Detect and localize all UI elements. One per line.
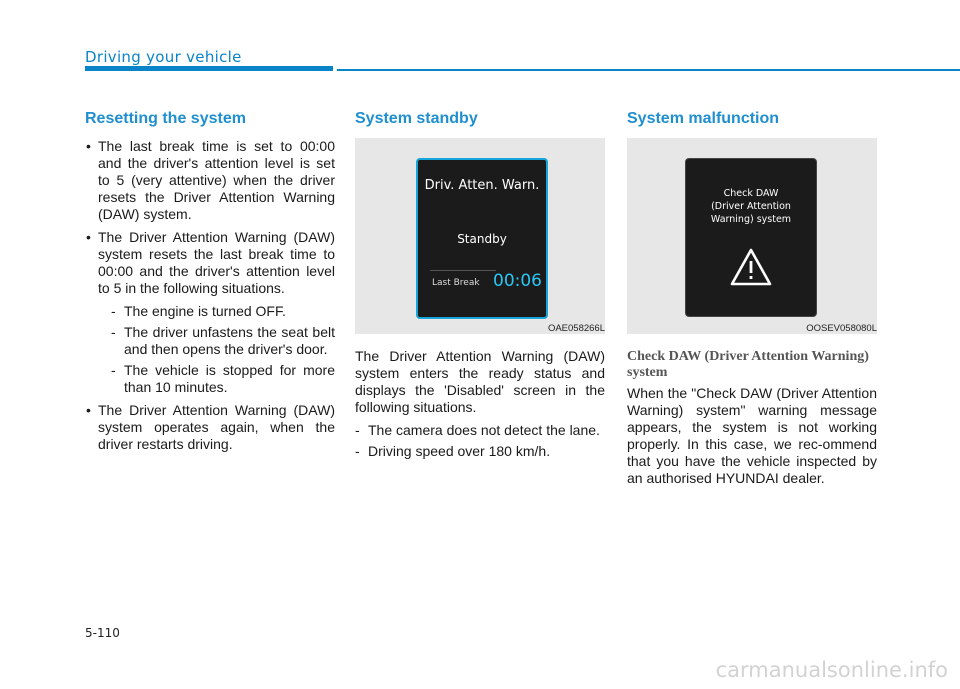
dash-item: - The camera does not detect the lane. — [355, 422, 605, 439]
header-rule-thick — [85, 66, 333, 71]
dash-item: - The vehicle is stopped for more than 10 minutes. — [98, 362, 335, 396]
figure-caption: OAE058266L — [547, 323, 605, 334]
column-malfunction — [627, 110, 877, 487]
standby-figure — [355, 138, 605, 334]
page-number: 5-110 — [85, 626, 120, 640]
resetting-heading: Resetting the system — [85, 110, 246, 127]
check-daw-message — [686, 187, 816, 226]
display-divider — [430, 270, 496, 271]
bullet-item: • The Driver Attention Warning (DAW) system operates again, when the driver restarts driving. — [85, 402, 335, 453]
column-resetting — [85, 110, 335, 459]
check-daw-subheading: Check DAW (Driver Attention Warning) system — [627, 349, 869, 380]
malfunction-figure — [627, 138, 877, 334]
standby-heading: System standby — [355, 110, 478, 127]
standby-body: The Driver Attention Warning (DAW) system enters the ready status and displays the 'Disabled' screen in the following situations. — [355, 348, 605, 415]
header-rule-thin — [337, 69, 960, 71]
bullet-item: • The last break time is set to 00:00 and the driver's attention level is set to 5 (very attentive) when the driver resets the Driver Attention Warning (DAW) system. — [85, 138, 335, 223]
reset-conditions — [98, 303, 335, 396]
bullet-item — [85, 229, 335, 396]
last-break-time: 00:06 — [493, 271, 542, 291]
message-line: (Driver Attention — [711, 201, 791, 212]
standby-conditions — [355, 422, 605, 460]
watermark: carmanualsonline.info — [715, 658, 948, 682]
warning-triangle-icon — [729, 247, 773, 287]
dash-item: - Driving speed over 180 km/h. — [355, 443, 605, 460]
cluster-display — [685, 158, 817, 317]
section-header: Driving your vehicle — [85, 48, 242, 66]
message-line: Check DAW — [723, 188, 779, 199]
figure-caption: OOSEV058080L — [806, 323, 877, 334]
malfunction-heading: System malfunction — [627, 110, 780, 127]
last-break-label: Last Break — [432, 278, 480, 288]
message-line: Warning) system — [710, 214, 792, 225]
column-standby — [355, 110, 605, 464]
dash-item: - The driver unfastens the seat belt and then opens the driver's door. — [98, 324, 335, 358]
resetting-bullets — [85, 138, 335, 453]
display-status: Standby — [457, 232, 507, 246]
cluster-display — [416, 158, 548, 319]
bullet-text: The Driver Attention Warning (DAW) system resets the last break time to 00:00 and the driver's attention level to 5 in the following situations. — [98, 229, 335, 296]
malfunction-body: When the "Check DAW (Driver Attention Warning) system" warning message appears, the system is not working properly. In this case, we rec-ommend that you have the vehicle inspected by an authorised HYUNDAI dealer. — [627, 385, 877, 486]
display-title: Driv. Atten. Warn. — [424, 178, 540, 193]
dash-item: - The engine is turned OFF. — [98, 303, 335, 320]
